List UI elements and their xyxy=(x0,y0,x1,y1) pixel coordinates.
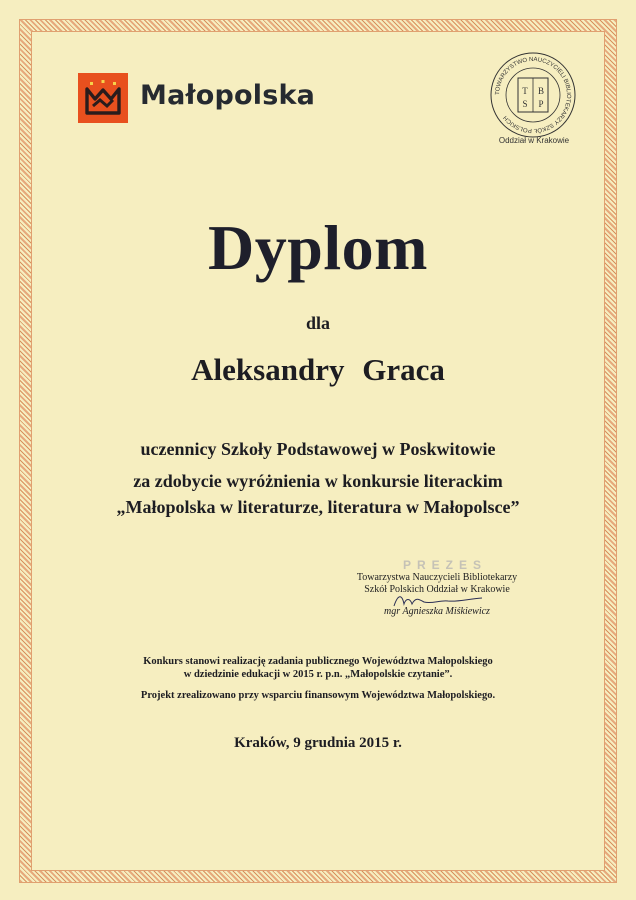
president-stamp: PREZES xyxy=(402,558,487,572)
svg-text:S: S xyxy=(522,99,528,109)
diploma-title: Dyplom xyxy=(208,212,428,283)
issue-date: Kraków, 9 grudnia 2015 r. xyxy=(234,735,402,751)
footer-note-3: Projekt zrealizowano przy wsparciu finansowym Województwa Małopolskiego. xyxy=(140,690,496,701)
brand-name: Małopolska xyxy=(140,80,316,111)
seal-ring-text: TOWARZYSTWO NAUCZYCIELI BIBLIOTEKARZY SZKÓŁ POLSKICH xyxy=(494,56,572,134)
seal-caption: Oddział w Krakowie xyxy=(498,136,570,145)
footer-note-2: w dziedzinie edukacji w 2015 r. p.n. „Małopolskie czytanie”. xyxy=(183,669,453,680)
for-label: dla xyxy=(305,313,330,333)
signature-org-line-2: Szkół Polskich Oddział w Krakowie xyxy=(364,584,510,595)
description-line-3: „Małopolska w literaturze, literatura w Małopolsce” xyxy=(116,497,520,517)
recipient-name: Aleksandry Graca xyxy=(191,352,445,387)
signer-name: mgr Agnieszka Miśkiewicz xyxy=(384,606,490,617)
signature-org-line-1: Towarzystwa Nauczycieli Bibliotekarzy xyxy=(356,572,518,583)
malopolska-logo-icon xyxy=(78,73,128,123)
svg-text:T: T xyxy=(522,86,528,96)
description-line-1: uczennicy Szkoły Podstawowej w Poskwitowie xyxy=(140,439,496,459)
svg-text:B: B xyxy=(537,86,545,96)
footer-note-1: Konkurs stanowi realizację zadania publicznego Województwa Małopolskiego xyxy=(143,656,493,667)
society-seal-icon xyxy=(488,50,578,140)
description-line-2: za zdobycie wyróżnienia w konkursie literackim xyxy=(133,471,503,491)
svg-text:P: P xyxy=(538,99,544,109)
